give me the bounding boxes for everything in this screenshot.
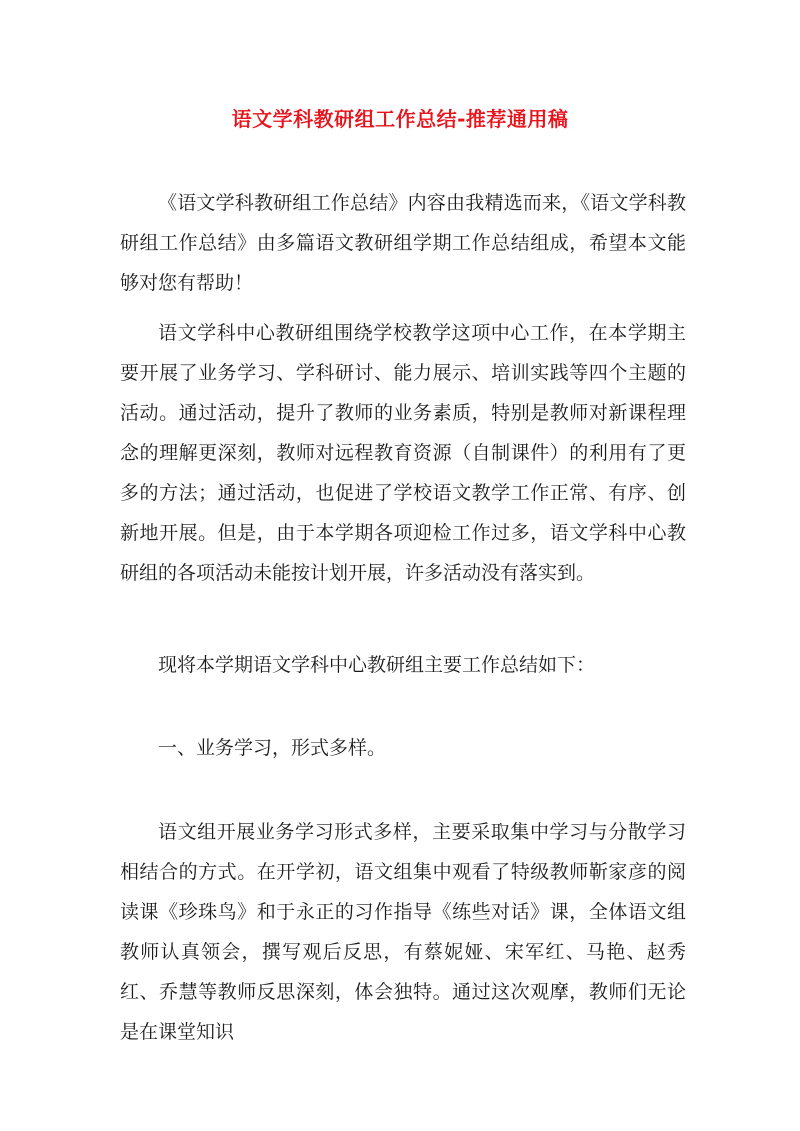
intro-paragraph: 《语文学科教研组工作总结》内容由我精选而来，《语文学科教研组工作总结》由多篇语文教研组学期工作总结组成，希望本文能够对您有帮助！ bbox=[120, 192, 686, 294]
summary-lead-paragraph: 现将本学期语文学科中心教研组主要工作总结如下： bbox=[158, 654, 596, 676]
section-heading-1: 一、业务学习，形式多样。 bbox=[158, 737, 387, 759]
overview-paragraph: 语文学科中心教研组围绕学校教学这项中心工作，在本学期主要开展了业务学习、学科研讨、能力展示、培训实践等四个主题的活动。通过活动，提升了教师的业务素质，特别是教师对新课程理念的理解更深刻，教师对远程教育资源（自制课件）的利用有了更多的方法；通过活动，也促进了学校语文教学工作正常、有序、创新地开展。但是，由于本学期各项迎检工作过多，语文学科中心教研组的各项活动未能按计划开展，许多活动没有落实到。 bbox=[120, 322, 686, 584]
section-1-paragraph: 语文组开展业务学习形式多样，主要采取集中学习与分散学习相结合的方式。在开学初，语文组集中观看了特级教师靳家彦的阅读课《珍珠鸟》和于永正的习作指导《练些对话》课，全体语文组教师认真领会，撰写观后反思，有蔡妮娅、宋军红、马艳、赵秀红、乔慧等教师反思深刻，体会独特。通过这次观摩，教师们无论是在课堂知识 bbox=[120, 821, 686, 1043]
document-title: 语文学科教研组工作总结-推荐通用稿 bbox=[231, 107, 569, 131]
